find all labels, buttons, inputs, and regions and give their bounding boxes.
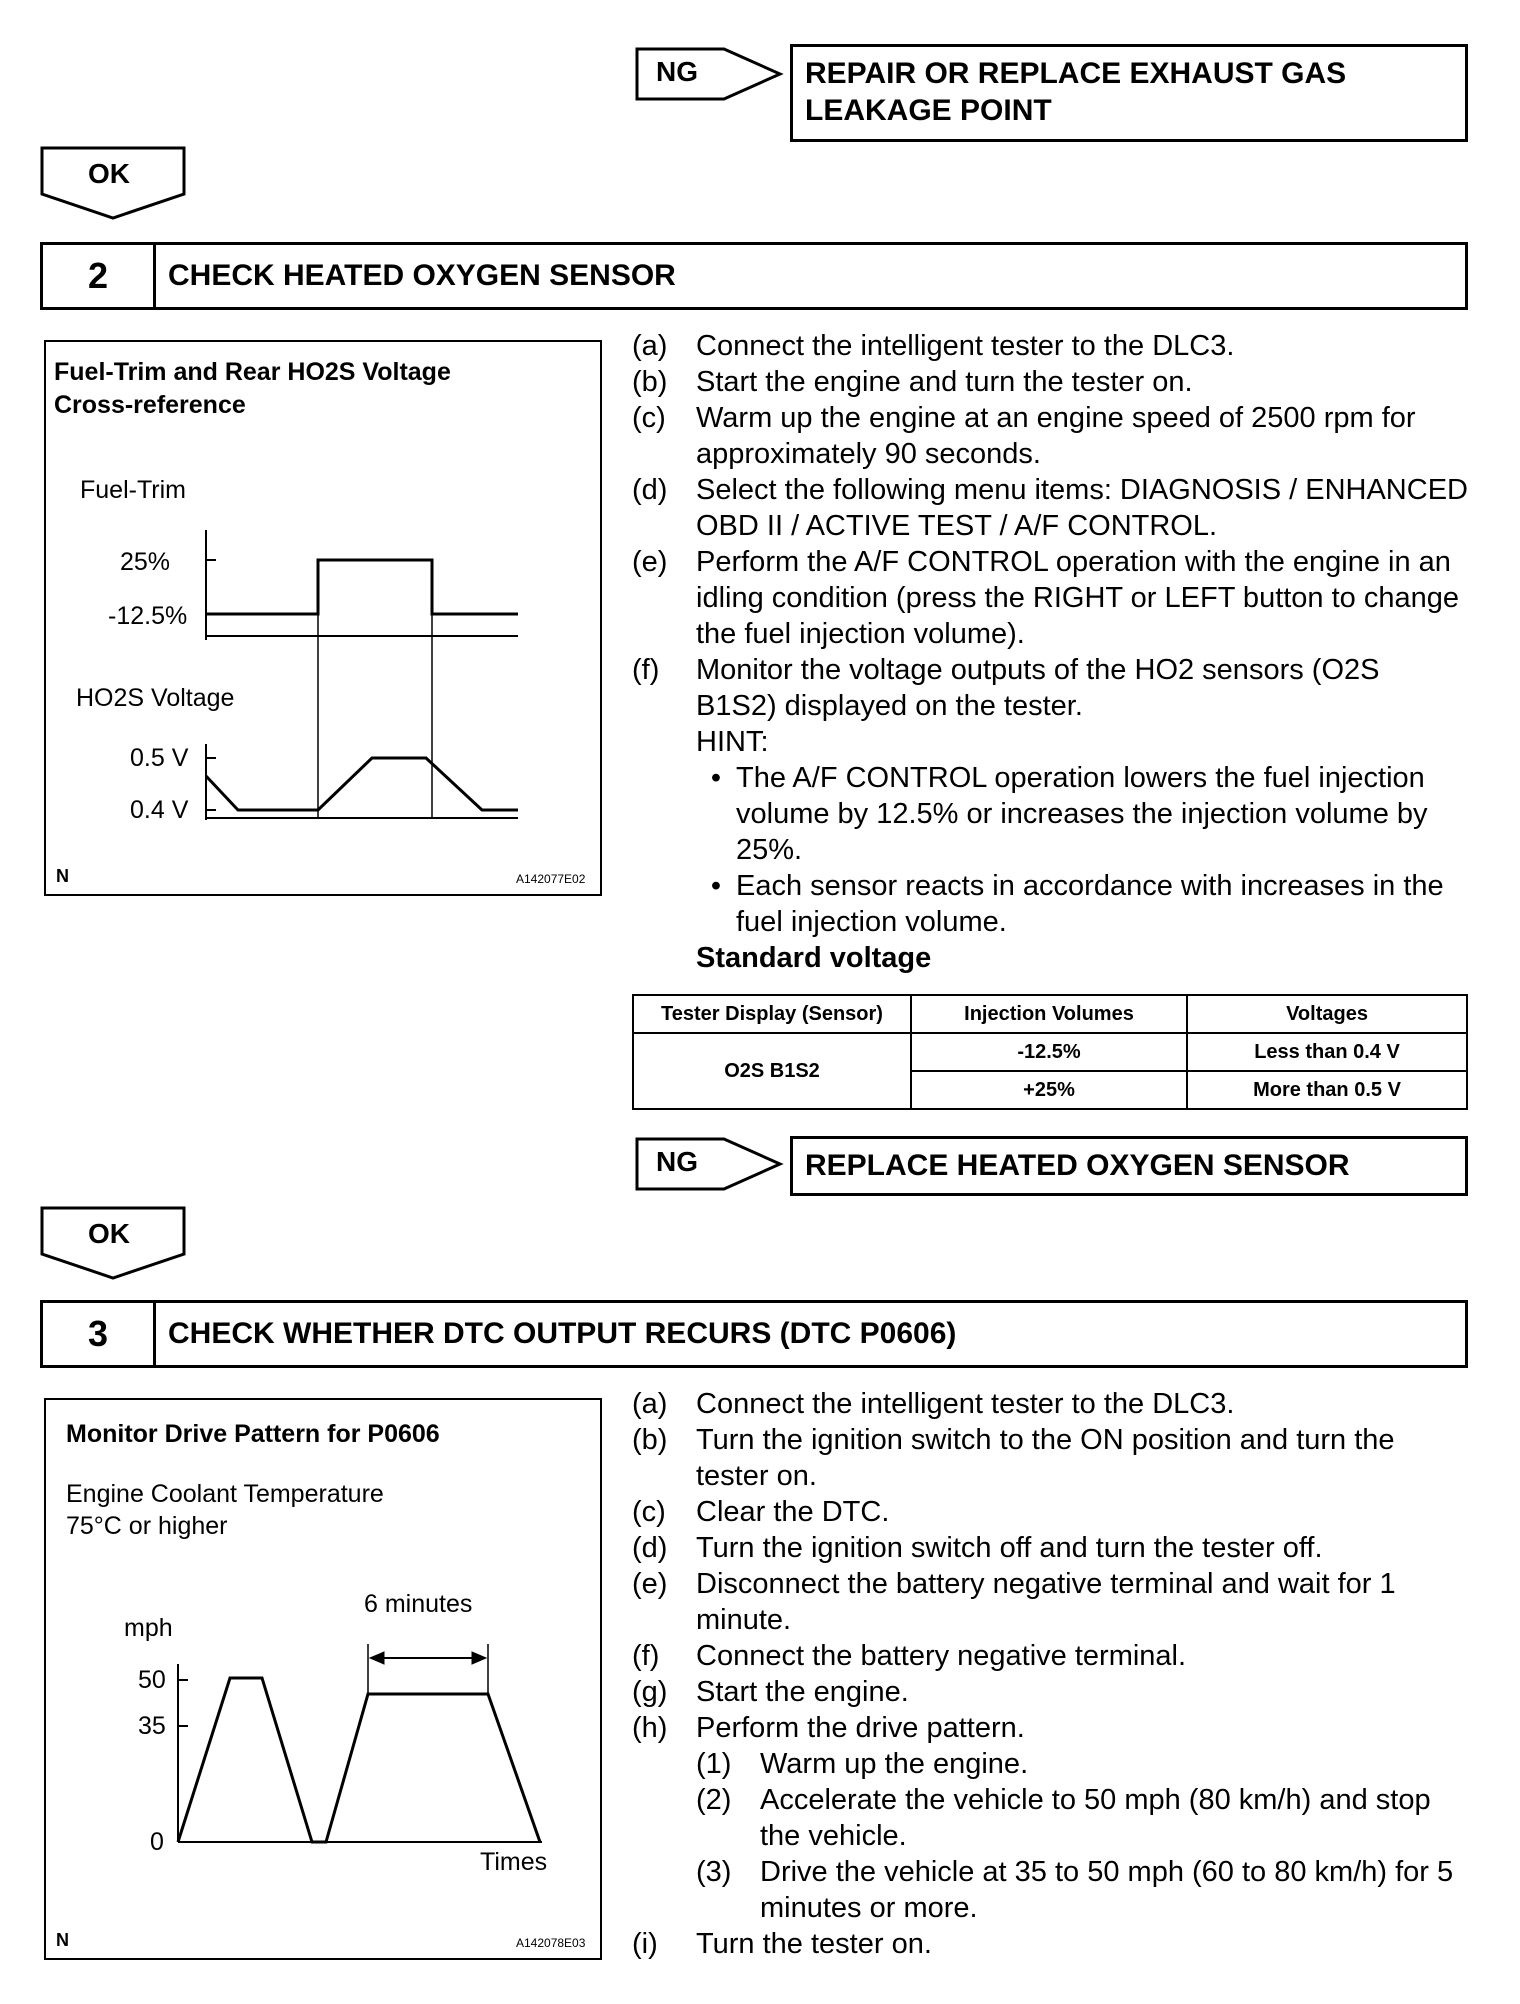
- sub-item-text: Accelerate the vehicle to 50 mph (80 km/h) and stop the vehicle.: [760, 1784, 1431, 1852]
- standard-title: Standard voltage: [696, 942, 932, 974]
- sub-item-label: (3): [696, 1856, 732, 1888]
- table-header: Tester Display (Sensor): [633, 995, 911, 1033]
- item-text: Turn the ignition switch to the ON position and turn the tester on.: [696, 1424, 1395, 1492]
- step-title: CHECK HEATED OXYGEN SENSOR: [168, 259, 676, 292]
- table-header: Injection Volumes: [911, 995, 1187, 1033]
- item-text: Start the engine.: [696, 1676, 909, 1708]
- item-text: Monitor the voltage outputs of the HO2 sensors (O2S B1S2) displayed on the tester.: [696, 654, 1380, 722]
- instruction-item: [632, 1422, 1468, 1494]
- item-text: Connect the battery negative terminal.: [696, 1640, 1187, 1672]
- ok-label-2: OK: [88, 1218, 130, 1249]
- item-text: Disconnect the battery negative terminal and wait for 1 minute.: [696, 1568, 1396, 1636]
- ng-result-1: REPAIR OR REPLACE EXHAUST GAS LEAKAGE POINT: [790, 44, 1468, 142]
- table-header-row: [633, 995, 1467, 1033]
- item-text: Warm up the engine at an engine speed of 2500 rpm for approximately 90 seconds.: [696, 402, 1416, 470]
- fuel-trim-figure: [44, 340, 602, 896]
- fuel-trim-label: Fuel-Trim: [80, 476, 187, 504]
- item-label: (d): [632, 1532, 668, 1564]
- item-text: Connect the intelligent tester to the DLC3.: [696, 330, 1235, 362]
- ng-tag-1: NG: [656, 56, 698, 87]
- figure-title: Monitor Drive Pattern for P0606: [66, 1420, 440, 1448]
- instruction-item: [632, 364, 1468, 400]
- sub-item-text: Warm up the engine.: [760, 1748, 1029, 1780]
- tick-0-4v: 0.4 V: [130, 796, 189, 824]
- item-label: (e): [632, 546, 668, 578]
- tick-50: 50: [138, 1666, 166, 1694]
- hint-row: [632, 724, 1468, 760]
- instruction-item: [632, 1710, 1468, 1746]
- instruction-item: [632, 472, 1468, 544]
- instruction-item: [632, 1674, 1468, 1710]
- table-cell: +25%: [911, 1071, 1187, 1109]
- item-text: Turn the tester on.: [696, 1928, 932, 1960]
- sub-item: [632, 1746, 1468, 1782]
- item-text: Clear the DTC.: [696, 1496, 890, 1528]
- step-2-header: [40, 242, 1468, 310]
- instruction-item: [632, 1566, 1468, 1638]
- bullet-text: The A/F CONTROL operation lowers the fuel injection volume by 12.5% or increases the injection volume by 25%.: [736, 762, 1428, 866]
- tick-25: 25%: [120, 548, 171, 576]
- item-text: Start the engine and turn the tester on.: [696, 366, 1193, 398]
- tick-0: 0: [150, 1828, 164, 1856]
- step-number: 2: [43, 245, 156, 307]
- instruction-item: [632, 328, 1468, 364]
- drive-pattern-chart: [46, 1400, 600, 1958]
- item-label: (e): [632, 1568, 668, 1600]
- item-label: (c): [632, 1496, 666, 1528]
- tick-neg12-5: -12.5%: [108, 602, 188, 630]
- figure-title-line1: Fuel-Trim and Rear HO2S Voltage: [54, 358, 451, 386]
- sub-item-label: (2): [696, 1784, 732, 1816]
- ok-label-1: OK: [88, 158, 130, 189]
- ng-tag-2: NG: [656, 1146, 698, 1177]
- sub-item-text: Drive the vehicle at 35 to 50 mph (60 to 80 km/h) for 5 minutes or more.: [760, 1856, 1454, 1924]
- hint-label: HINT:: [696, 726, 769, 758]
- instruction-item: [632, 544, 1468, 652]
- ho2s-label: HO2S Voltage: [76, 684, 235, 712]
- item-label: (i): [632, 1928, 658, 1960]
- instruction-item: [632, 1494, 1468, 1530]
- tick-0-5v: 0.5 V: [130, 744, 189, 772]
- instruction-item: [632, 1638, 1468, 1674]
- table-cell: More than 0.5 V: [1187, 1071, 1467, 1109]
- ng-result-2: REPLACE HEATED OXYGEN SENSOR: [790, 1136, 1468, 1196]
- instruction-item: [632, 400, 1468, 472]
- instruction-item: [632, 1386, 1468, 1422]
- table-cell: Less than 0.4 V: [1187, 1033, 1467, 1071]
- step-2-instructions: [632, 328, 1468, 976]
- hint-bullet: • Each sensor reacts in accordance with increases in the fuel injection volume.: [632, 868, 1468, 940]
- table-sensor-cell: O2S B1S2: [633, 1033, 911, 1109]
- item-label: (a): [632, 1388, 668, 1420]
- bullet-text: Each sensor reacts in accordance with increases in the fuel injection volume.: [736, 870, 1444, 938]
- coolant-line1: Engine Coolant Temperature: [66, 1480, 384, 1508]
- step-title: CHECK WHETHER DTC OUTPUT RECURS (DTC P0606): [168, 1317, 957, 1350]
- unit-label: mph: [124, 1614, 173, 1642]
- item-text: Connect the intelligent tester to the DLC3.: [696, 1388, 1235, 1420]
- item-text: Perform the A/F CONTROL operation with the engine in an idling condition (press the RIGHT or LEFT button to change the fuel injection volume).: [696, 546, 1460, 650]
- item-text: Select the following menu items: DIAGNOSIS / ENHANCED OBD II / ACTIVE TEST / A/F CONTROL.: [696, 474, 1468, 542]
- item-label: (g): [632, 1676, 668, 1708]
- figure-code: A142077E02: [516, 872, 586, 886]
- figure-corner-n: N: [56, 1930, 69, 1950]
- tick-35: 35: [138, 1712, 166, 1740]
- item-label: (d): [632, 474, 668, 506]
- item-label: (h): [632, 1712, 668, 1744]
- item-label: (b): [632, 366, 668, 398]
- figure-corner-n: N: [56, 866, 69, 886]
- hint-bullet: • The A/F CONTROL operation lowers the fuel injection volume by 12.5% or increases the injection volume by 25%.: [632, 760, 1468, 868]
- minutes-label: 6 minutes: [364, 1590, 473, 1618]
- item-label: (f): [632, 654, 660, 686]
- figure-code: A142078E03: [516, 1936, 586, 1950]
- step-number: 3: [43, 1303, 156, 1365]
- times-label: Times: [480, 1848, 548, 1876]
- step-3-header: [40, 1300, 1468, 1368]
- item-text: Perform the drive pattern.: [696, 1712, 1025, 1744]
- instruction-item: [632, 652, 1468, 724]
- drive-pattern-figure: [44, 1398, 602, 1960]
- standard-voltage-table: [632, 994, 1468, 1110]
- item-label: (c): [632, 402, 666, 434]
- item-label: (f): [632, 1640, 660, 1672]
- step-3-instructions: [632, 1386, 1468, 1962]
- sub-item-label: (1): [696, 1748, 732, 1780]
- item-label: (b): [632, 1424, 668, 1456]
- sub-item: [632, 1782, 1468, 1854]
- table-header: Voltages: [1187, 995, 1467, 1033]
- sub-item: [632, 1854, 1468, 1926]
- table-cell: -12.5%: [911, 1033, 1187, 1071]
- figure-title-line2: Cross-reference: [54, 391, 246, 419]
- table-row: [633, 1033, 1467, 1071]
- instruction-item: [632, 1926, 1468, 1962]
- item-label: (a): [632, 330, 668, 362]
- item-text: Turn the ignition switch off and turn the tester off.: [696, 1532, 1323, 1564]
- coolant-line2: 75°C or higher: [66, 1512, 228, 1540]
- instruction-item: [632, 1530, 1468, 1566]
- fuel-trim-chart: [46, 342, 600, 894]
